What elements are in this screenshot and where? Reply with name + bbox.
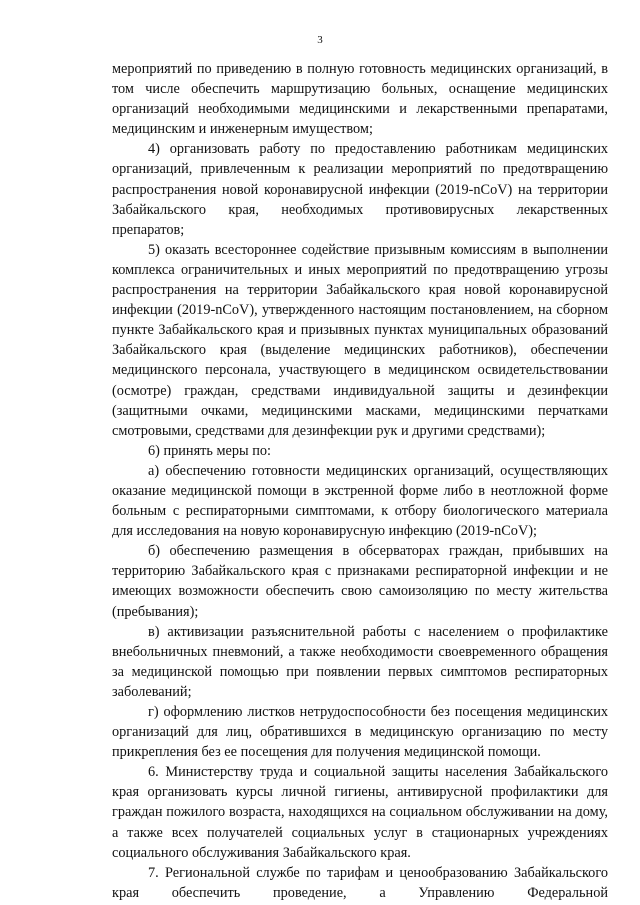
paragraph: г) оформлению листков нетрудоспособности без посещения медицинских организаций для лиц, обратившихся в медицинскую организацию по месту прикрепления без ее посещения для получения медицинской помощи. xyxy=(112,704,608,761)
paragraph: 5) оказать всестороннее содействие призывным комиссиям в выполнении комплекса ограничительных и иных мероприятий по предотвращению угрозы распространения на территории Забайкальского края новой коронавирусной инфекции (2019-nCoV), утвержденного настоящим постановлением, на сборном пункте Забайкальского края и призывных пунктах муниципальных образований Забайкальского края (выделение медицинских работников), обеспечении медицинского персонала, участвующего в медицинском освидетельствовании (осмотре) граждан, средствами индивидуальной защиты и дезинфекции (защитными очками, медицинскими масками, медицинскими перчатками смотровыми, средствами для дезинфекции рук и другими средствами); xyxy=(112,241,608,439)
paragraph: а) обеспечению готовности медицинских организаций, осуществляющих оказание медицинской помощи в экстренной форме либо в неотложной форме больным с респираторными симптомами, к отбору биологического материала для исследования на новую коронавирусную инфекцию (2019-nCoV); xyxy=(112,462,608,540)
document-body xyxy=(112,59,608,903)
paragraph: мероприятий по приведению в полную готовность медицинских организаций, в том числе обеспечить маршрутизацию больных, оснащение медицинских организаций необходимыми медицинскими и лекарственными препаратами, медицинским и инженерным имуществом; xyxy=(112,61,608,138)
paragraph: 6. Министерству труда и социальной защиты населения Забайкальского края организовать курсы личной гигиены, антивирусной профилактики для граждан пожилого возраста, находящихся на социальном обслуживании на дому, а также всех получателей социальных услуг в стационарных учреждениях социального обслуживания Забайкальского края. xyxy=(112,764,608,861)
page-number: 3 xyxy=(317,34,323,46)
paragraph: б) обеспечению размещения в обсерваторах граждан, прибывших на территорию Забайкальского края с признаками респираторной инфекции и не имеющих возможности обеспечить свою самоизоляцию по месту жительства (пребывания); xyxy=(112,543,608,620)
paragraph: 7. Региональной службе по тарифам и ценообразованию Забайкальского края обеспечить проведение, а Управлению Федеральной xyxy=(112,864,608,901)
paragraph: 6) принять меры по: xyxy=(148,442,271,459)
paragraph: в) активизации разъяснительной работы с населением о профилактике внебольничных пневмоний, а также необходимости своевременного обращения за медицинской помощью при появлении первых симптомов респираторных заболеваний; xyxy=(112,623,608,700)
paragraph: 4) организовать работу по предоставлению работникам медицинских организаций, привлеченным к реализации мероприятий по предотвращению распространения новой коронавирусной инфекции (2019-nCoV) на территории Забайкальского края, необходимых противовирусных лекарственных препаратов; xyxy=(112,141,608,238)
